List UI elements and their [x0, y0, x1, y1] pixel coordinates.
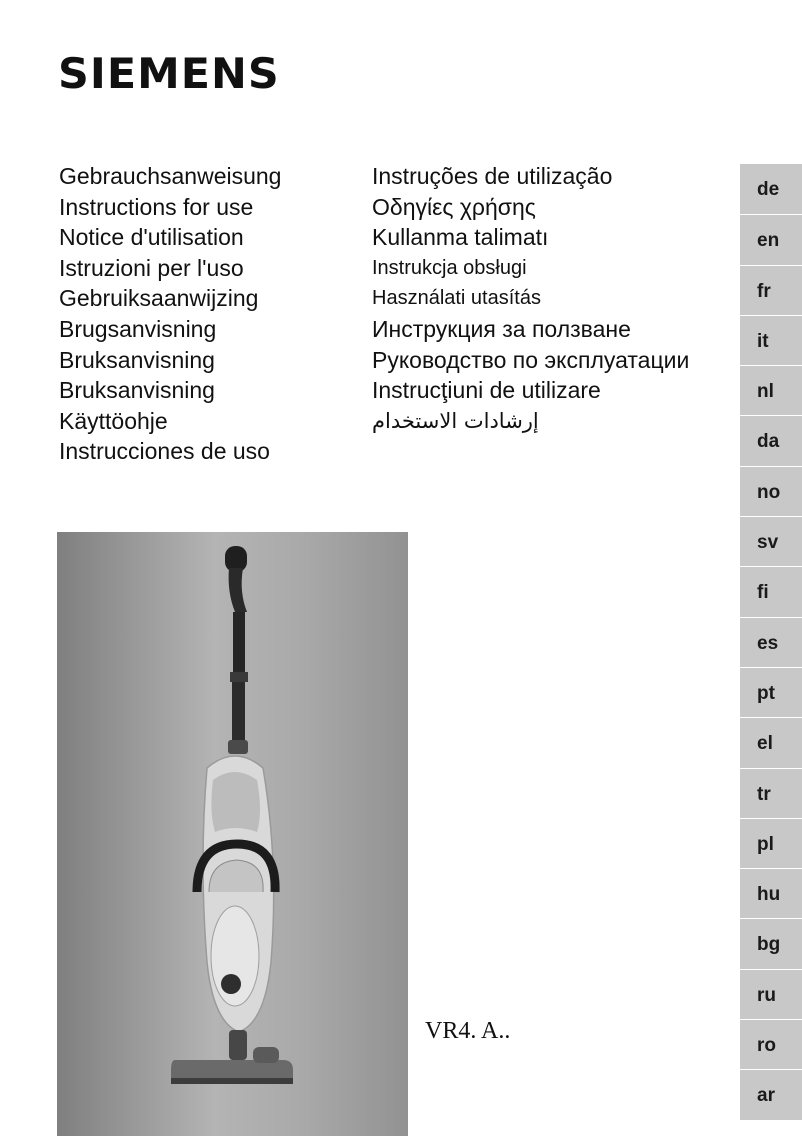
language-tab[interactable]: sv [740, 516, 802, 566]
language-tabs [740, 164, 802, 1120]
language-tab[interactable]: no [740, 466, 802, 516]
title-fr: Notice d'utilisation [59, 224, 244, 251]
titles-left-column [59, 161, 359, 467]
language-tab[interactable]: fi [740, 566, 802, 616]
language-tab[interactable]: fr [740, 265, 802, 315]
language-tab[interactable]: pt [740, 667, 802, 717]
language-tab[interactable]: pl [740, 818, 802, 868]
language-tab[interactable]: bg [740, 918, 802, 968]
title-bg: Инструкция за ползване [372, 315, 631, 342]
language-tab[interactable]: ar [740, 1069, 802, 1119]
title-de: Gebrauchsanweisung [59, 163, 282, 189]
title-da: Brugsanvisning [59, 315, 217, 342]
language-tab[interactable]: de [740, 164, 802, 214]
title-fi: Käyttöohje [59, 407, 168, 434]
title-pl: Instrukcja obsługi [372, 256, 527, 279]
title-nl: Gebruiksaanwijzing [59, 285, 259, 312]
title-pt: Instruções de utilização [372, 163, 613, 189]
language-tab[interactable]: hu [740, 868, 802, 918]
language-tab[interactable]: es [740, 617, 802, 667]
siemens-logo: SIEMENS [58, 49, 280, 98]
language-tab[interactable]: ru [740, 969, 802, 1019]
titles-right-column [372, 161, 732, 436]
language-tab[interactable]: it [740, 315, 802, 365]
language-tab[interactable]: da [740, 415, 802, 465]
language-tab[interactable]: tr [740, 768, 802, 818]
title-no: Bruksanvisning [59, 346, 215, 373]
vacuum-cleaner-photo [57, 532, 408, 1136]
title-sv: Bruksanvisning [59, 377, 215, 404]
title-hu: Használati utasítás [372, 287, 541, 310]
language-tab[interactable]: el [740, 717, 802, 767]
vacuum-cleaner-illustration [57, 532, 408, 1136]
title-tr: Kullanma talimatı [372, 224, 549, 251]
title-ru: Руководство по эксплуатации [372, 346, 690, 373]
title-en: Instructions for use [59, 193, 254, 220]
model-number: VR4. A.. [425, 1018, 511, 1044]
title-ro: Instrucţiuni de utilizare [372, 377, 601, 404]
title-ar: إرشادات الاستخدام [372, 408, 539, 433]
title-it: Istruzioni per l'uso [59, 254, 244, 281]
language-tab[interactable]: nl [740, 365, 802, 415]
language-tab[interactable]: en [740, 214, 802, 264]
language-tab[interactable]: ro [740, 1019, 802, 1069]
title-es: Instrucciones de uso [59, 438, 270, 465]
title-el: Οδηγίες χρήσης [372, 193, 536, 220]
